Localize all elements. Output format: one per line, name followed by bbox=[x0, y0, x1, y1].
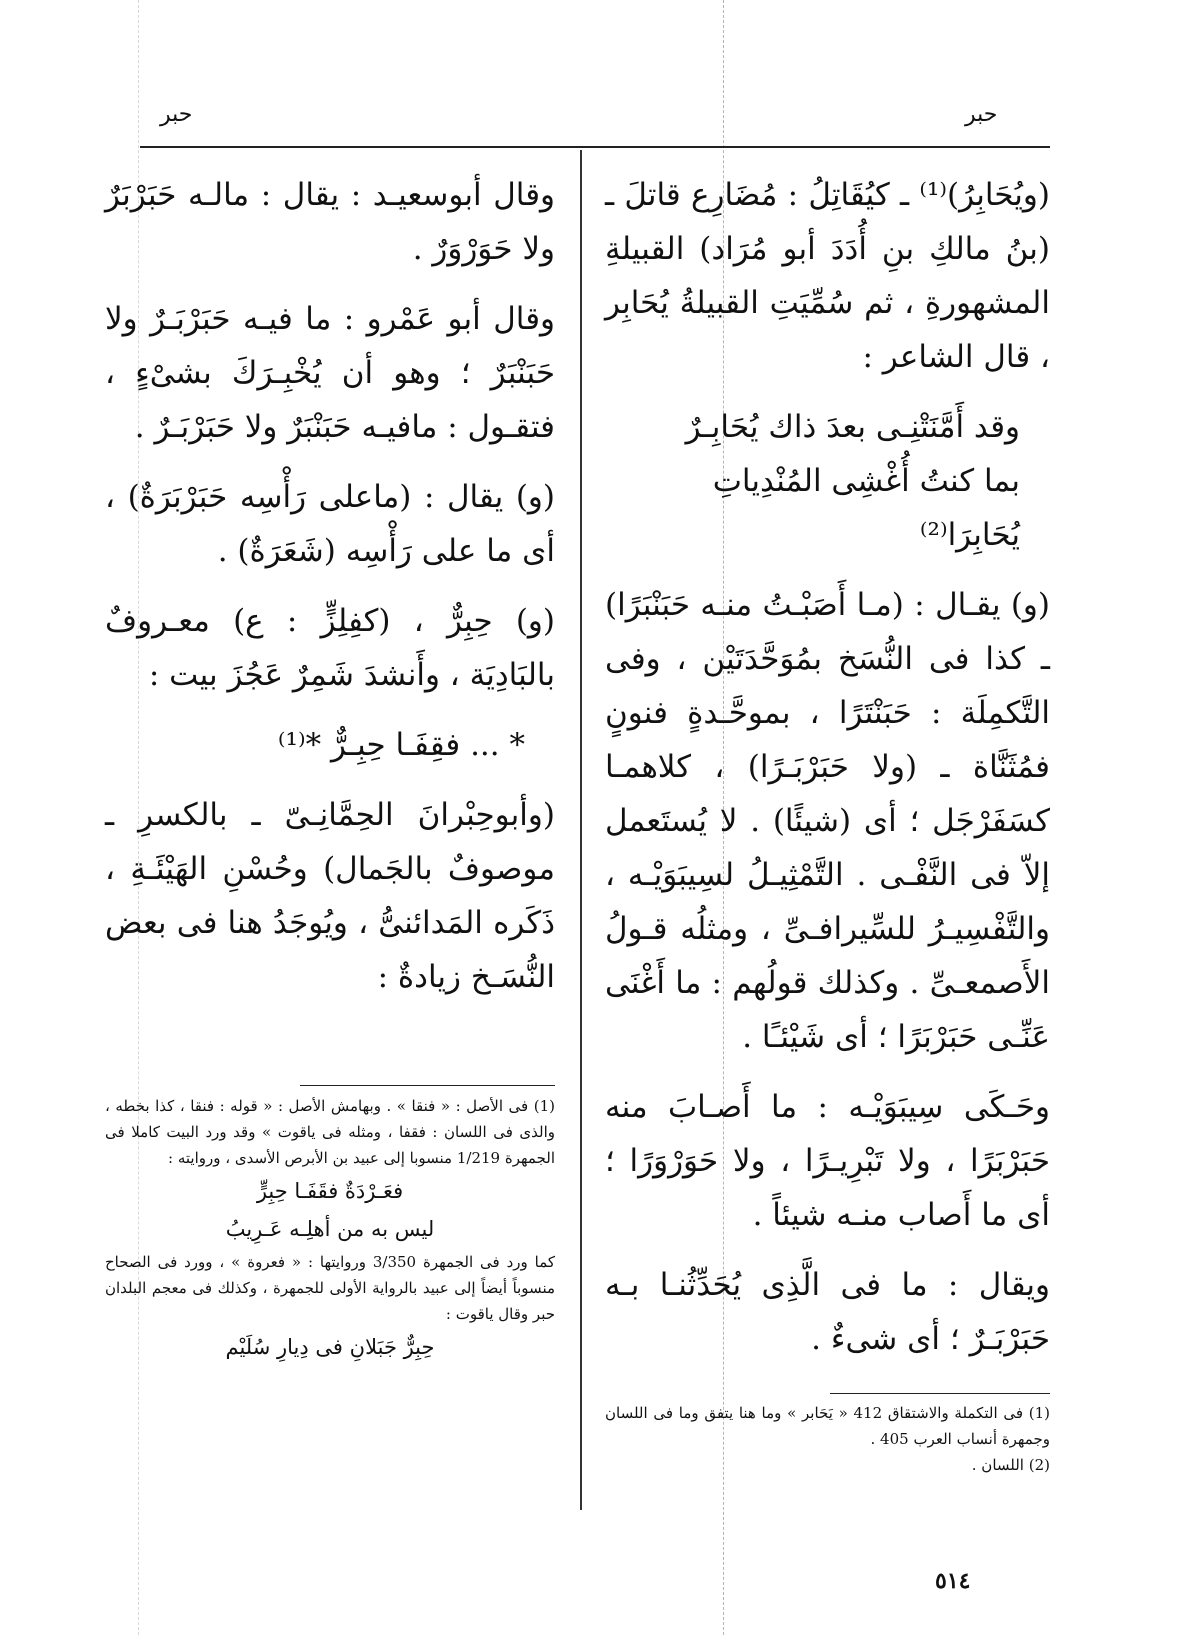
running-head-left: حبر bbox=[160, 102, 193, 127]
right-column bbox=[605, 168, 1050, 1382]
entry-paragraph: وقال أبو عَمْرو : ما فيـه حَبَرْبَـرٌ ولا حَبَنْبَرٌ ؛ وهو أن يُخْبِـرَكَ بشىْءٍ ، فتقـول : مافيـه حَبَنْبَرٌ ولا حَبَرْبَـرٌ . bbox=[105, 301, 555, 445]
entry-paragraph: (وأبوحِبْرانَ الحِمَّانِـىّ ـ بالكسرِ ـ موصوفٌ بالجَمال) وحُسْنِ الهَيْئَـةِ ، ذَكَره المَدائنىُّ ، ويُوجَدُ هنا فى بعض النُّسَـخ زيادةٌ : bbox=[105, 797, 555, 995]
entry-paragraph: وقال أبوسعيـد : يقال : مالـه حَبَرْبَرٌ ولا حَوَرْوَرٌ . bbox=[105, 177, 555, 267]
footnote: (2) اللسان . bbox=[971, 1456, 1050, 1474]
footnote-verse: فعَـرْدَةٌ فقَفَـا حِبِرٍّ bbox=[256, 1179, 404, 1203]
left-column bbox=[105, 168, 555, 1020]
footnote: كما ورد فى الجمهرة 3/350 وروايتها : « فعروة » ، وورد فى الصحاح منسوباً أيضاً إلى عبيد بالرواية الأولى للجمهرة ، وكذلك فى معجم البلدان حبر وقال ياقوت : bbox=[105, 1253, 556, 1323]
entry-paragraph: (و) يقـال : (مـا أَصَبْـتُ منـه حَبَنْبَرًا) ـ كذا فى النُّسَخ بمُوَحَّدَتَيْن ، وفى التَّكمِلَة : حَبَنْتَرًا ، بموحَّـدةٍ فنونٍ فمُثَنَّاة ـ (ولا حَبَرْبَـرًا) ، كلاهمـا كسَفَرْجَل ؛ أى (شيئًا) . لا يُستَعمل إلاّ فى النَّفْـى . التَّمْثِيـلُ لسِيبَوَيْـه ، والتَّفْسِيـرُ للسِّيرافـىِّ ، ومثلُه قـولُ الأَصمعـىِّ . وكذلك قولُهم : ما أَغْنَى عَنِّـى حَبَرْبَرًا ؛ أى شَيْئـًا . bbox=[605, 587, 1050, 1055]
footnote-rule-left bbox=[300, 1085, 555, 1086]
page-number: ٥١٤ bbox=[935, 1568, 971, 1594]
verse-line: بما كنتُ أُغْشِى المُنْدِياتِ يُحَابِرَا⁽²⁾ bbox=[712, 463, 1020, 553]
footnotes-left bbox=[105, 1093, 555, 1367]
entry-paragraph: (ويُحَابِرُ)⁽¹⁾ ـ كيُقَاتِلُ : مُضَارِع قاتلَ ـ (بنُ مالكِ بنِ أُدَدَ أبو مُرَاد) القبيلةِ المشهورةِ ، ثم سُمِّيَتِ القبيلةُ يُحَابِر ، قال الشاعر : bbox=[605, 177, 1050, 375]
entry-paragraph: ويقال : ما فى الَّذِى يُحَدِّثُنـا بـه حَبَرْبَـرٌ ؛ أى شىءٌ . bbox=[605, 1267, 1050, 1357]
running-head-right: حبر bbox=[965, 102, 998, 127]
verse-line: وقد أَمَّنَتْنِـى بعدَ ذاك يُحَابِـرٌ bbox=[685, 409, 1020, 445]
footnote: (1) فى الأصل : « فنقا » . وبهامش الأصل : « قوله : فنقا ، كذا بخطه ، والذى فى اللسان : فقفا ، ومثله فى ياقوت » وقد ورد البيت كاملا فى الجمهرة 1/219 منسوبا إلى عبيد بن الأبرص الأسدى ، وروايته : bbox=[105, 1097, 555, 1167]
footnote-rule-right bbox=[830, 1393, 1050, 1394]
column-divider bbox=[580, 150, 582, 1510]
footnote: (1) فى التكملة والاشتقاق 412 « يَحَابر » وما هنا يتفق وما فى اللسان وجمهرة أنساب العرب 405 . bbox=[605, 1404, 1050, 1448]
footnote-verse: حِبِرٌّ جَبَلانِ فى دِيارِ سُلَيْم bbox=[225, 1335, 435, 1359]
entry-paragraph: (و) يقال : (ماعلى رَأْسِه حَبَرْبَرَةٌ) ، أى ما على رَأْسِه (شَعَرَةٌ) . bbox=[105, 479, 555, 569]
footnote-verse: ليس به من أهلِـه عَـرِيبُ bbox=[225, 1217, 435, 1241]
footnotes-right bbox=[605, 1400, 1050, 1478]
verse-line: * ... فقِفَـا حِبِـرٌّ *⁽¹⁾ bbox=[277, 727, 525, 763]
entry-paragraph: (و) حِبِرٌّ ، (كفِلِزٍّ : ع) معـروفٌ بالبَادِيَة ، وأَنشدَ شَمِرٌ عَجُزَ بيت : bbox=[105, 603, 555, 693]
entry-paragraph: وحَـكَى سِيبَوَيْـه : ما أَصـابَ منه حَبَرْبَرًا ، ولا تَبْرِيـرًا ، ولا حَوَرْوَرًا ؛ أى ما أَصاب منـه شيئاً . bbox=[605, 1089, 1050, 1233]
header-rule bbox=[140, 146, 1050, 148]
